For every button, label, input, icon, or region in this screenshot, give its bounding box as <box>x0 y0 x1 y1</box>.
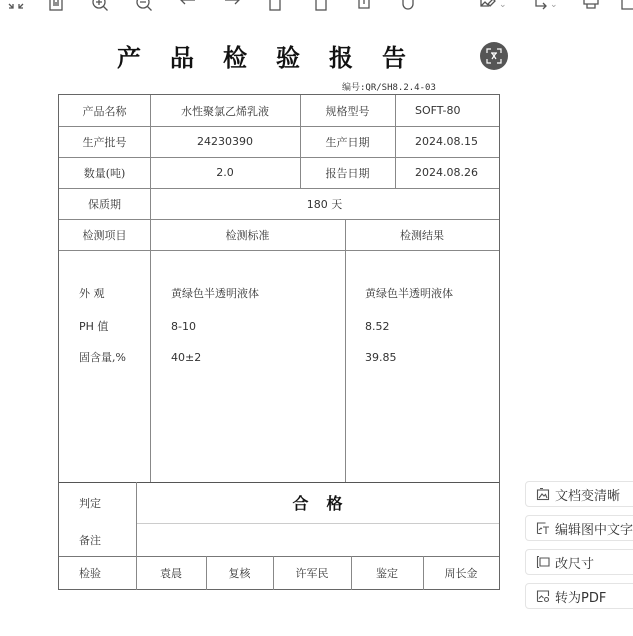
label-shelf-life: 保质期 <box>88 197 121 211</box>
serial-number: 编号:QR/SH8.2.4-03 <box>342 83 436 93</box>
test-item: PH 值 <box>79 320 109 333</box>
value-batch: 24230390 <box>197 135 253 148</box>
mouse-icon[interactable] <box>397 0 419 14</box>
image-enhance-icon <box>536 487 550 501</box>
value-approver: 周长金 <box>444 567 478 580</box>
viewer-toolbar <box>0 0 633 16</box>
translate-button[interactable] <box>480 42 508 70</box>
edit-text-icon <box>536 521 550 535</box>
resize-button[interactable] <box>525 549 633 575</box>
rotate-left-icon[interactable] <box>309 0 331 14</box>
zoom-out-icon[interactable] <box>133 0 155 14</box>
report-table <box>58 94 500 590</box>
print-icon[interactable] <box>580 0 602 14</box>
label-batch: 生产批号 <box>82 135 127 149</box>
enhance-document-button[interactable] <box>525 481 633 507</box>
page-title: 产品检验报告 <box>117 43 435 72</box>
convert-pdf-icon <box>536 589 550 603</box>
value-report-date: 2024.08.26 <box>415 166 478 179</box>
resize-icon <box>536 555 550 569</box>
test-standard: 40±2 <box>171 350 202 364</box>
rotate-right-icon[interactable] <box>265 0 287 14</box>
label-verdict: 判定 <box>79 496 101 510</box>
chevron-down-icon[interactable]: ⌄ <box>550 0 558 10</box>
label-remark: 备注 <box>79 533 101 547</box>
label-prod-date: 生产日期 <box>325 135 370 149</box>
side-action-label: 改尺寸 <box>555 556 595 572</box>
label-spec: 规格型号 <box>325 104 370 118</box>
test-standard: 黄绿色半透明液体 <box>171 287 259 300</box>
value-spec: SOFT-80 <box>415 104 461 117</box>
test-item: 外 观 <box>79 287 105 300</box>
label-qty: 数量(吨) <box>83 166 126 180</box>
side-action-label: 文档变清晰 <box>555 488 621 504</box>
test-result: 39.85 <box>365 350 397 364</box>
chevron-down-icon[interactable]: ⌄ <box>499 0 507 10</box>
zoom-in-icon[interactable] <box>89 0 111 14</box>
header-test-result: 检测结果 <box>400 228 444 242</box>
value-shelf-life: 180 天 <box>306 197 343 211</box>
arrow-right-icon[interactable] <box>221 0 243 14</box>
label-inspect: 检验 <box>79 567 101 580</box>
trash-icon[interactable] <box>353 0 375 14</box>
test-result: 8.52 <box>365 319 390 333</box>
folder-icon[interactable] <box>618 0 633 14</box>
value-verdict: 合格 <box>292 494 361 513</box>
value-inspector: 袁晨 <box>160 567 182 580</box>
arrow-left-icon[interactable] <box>177 0 199 14</box>
side-action-label: 转为PDF <box>555 590 607 606</box>
value-prod-date: 2024.08.15 <box>415 135 478 148</box>
value-qty: 2.0 <box>216 166 234 179</box>
page-view-icon[interactable] <box>45 0 67 14</box>
edit-image-text-button[interactable] <box>525 515 633 541</box>
label-product-name: 产品名称 <box>82 104 127 118</box>
label-report-date: 报告日期 <box>325 166 370 180</box>
fit-screen-icon[interactable] <box>5 0 27 14</box>
test-item: 固含量,% <box>79 351 126 364</box>
header-test-standard: 检测标准 <box>225 228 270 242</box>
translate-icon <box>486 48 502 64</box>
value-reviewer: 许军民 <box>295 567 329 580</box>
label-review: 复核 <box>228 567 251 580</box>
side-action-label: 编辑图中文字 <box>555 522 633 538</box>
header-test-item: 检测项目 <box>82 228 127 242</box>
value-product-name: 水性聚氯乙烯乳液 <box>181 104 269 118</box>
label-approve: 鉴定 <box>376 567 398 580</box>
test-standard: 8-10 <box>171 319 196 333</box>
edit-image-icon[interactable] <box>477 0 499 14</box>
crop-icon[interactable] <box>530 0 552 14</box>
test-result: 黄绿色半透明液体 <box>365 287 453 300</box>
convert-pdf-button[interactable] <box>525 583 633 609</box>
value-remark <box>136 523 499 556</box>
